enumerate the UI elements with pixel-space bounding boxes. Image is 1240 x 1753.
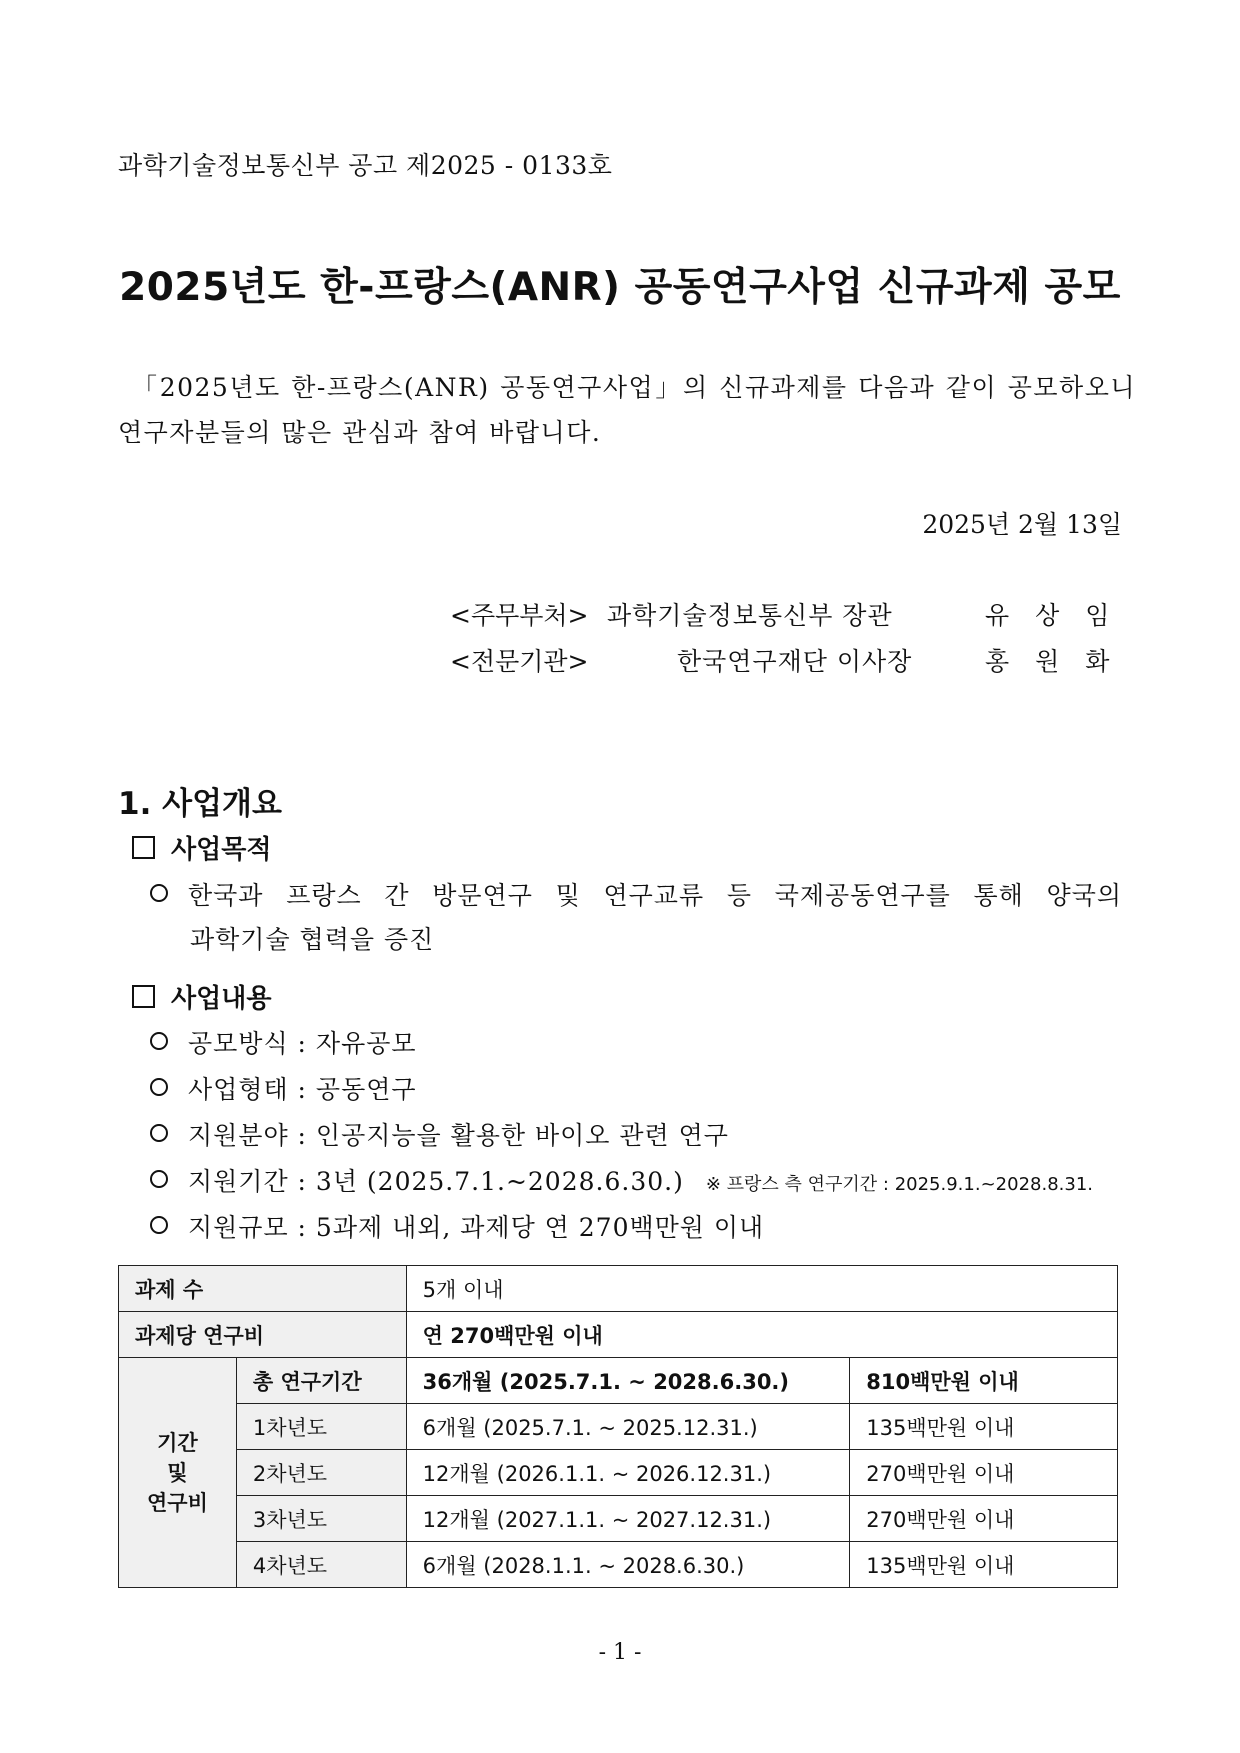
content-item — [150, 1116, 729, 1152]
checkbox-square-icon — [132, 836, 155, 859]
table-budget: 810백만원 이내 — [850, 1358, 1118, 1404]
circle-bullet-icon — [150, 1216, 168, 1234]
table-label: 1차년도 — [236, 1404, 406, 1450]
table-row — [119, 1312, 1118, 1358]
table-label: 총 연구기간 — [236, 1358, 406, 1404]
table-row — [119, 1496, 1118, 1542]
page-title: 2025년도 한-프랑스(ANR) 공동연구사업 신규과제 공모 — [119, 265, 1121, 310]
purpose-heading: 사업목적 — [171, 835, 272, 865]
table-row — [119, 1404, 1118, 1450]
table-row — [119, 1358, 1118, 1404]
content-item-text: 지원규모 : 5과제 내외, 과제당 연 270백만원 이내 — [188, 1213, 765, 1242]
signature-name-1: 유상임 — [985, 601, 1136, 630]
content-item — [150, 1162, 1093, 1198]
table-row — [119, 1266, 1118, 1312]
subsection-purpose — [132, 829, 271, 866]
content-item-text: 지원분야 : 인공지능을 활용한 바이오 관련 연구 — [188, 1121, 729, 1150]
table-period: 12개월 (2026.1.1. ~ 2026.12.31.) — [406, 1450, 850, 1496]
table-label: 4차년도 — [236, 1542, 406, 1588]
group-label-line: 기간 — [157, 1430, 198, 1455]
group-label-line: 및 — [167, 1460, 188, 1485]
content-item — [150, 1070, 417, 1106]
table-label: 과제당 연구비 — [119, 1312, 407, 1358]
content-item — [150, 1024, 417, 1060]
content-item-text: 공모방식 : 자유공모 — [188, 1029, 417, 1058]
content-item-text: 지원기간 : 3년 (2025.7.1.~2028.6.30.) — [188, 1167, 684, 1196]
purpose-text-line-1: 한국과 프랑스 간 방문연구 및 연구교류 등 국제공동연구를 통해 양국의 — [188, 881, 1122, 910]
circle-bullet-icon — [150, 884, 168, 902]
page-number: - 1 - — [598, 1640, 642, 1665]
table-label: 과제 수 — [119, 1266, 407, 1312]
table-period: 6개월 (2025.7.1. ~ 2025.12.31.) — [406, 1404, 850, 1450]
signature-org-1: 과학기술정보통신부 장관 — [607, 601, 893, 630]
budget-table — [118, 1265, 1118, 1588]
signature-org-label-2: <전문기관> — [450, 647, 589, 676]
signature-org-label-1: <주무부처> — [450, 601, 589, 630]
section-heading: 1. 사업개요 — [118, 786, 282, 822]
content-item — [150, 1208, 764, 1244]
content-item-note: ※ 프랑스 측 연구기간 : 2025.9.1.~2028.8.31. — [705, 1174, 1093, 1195]
group-label-line: 연구비 — [147, 1490, 208, 1515]
table-budget: 135백만원 이내 — [850, 1404, 1118, 1450]
circle-bullet-icon — [150, 1032, 168, 1050]
table-label: 3차년도 — [236, 1496, 406, 1542]
purpose-text-line-2: 과학기술 협력을 증진 — [190, 925, 435, 954]
content-heading: 사업내용 — [171, 984, 272, 1014]
circle-bullet-icon — [150, 1078, 168, 1096]
signature-org-2: 한국연구재단 이사장 — [677, 647, 913, 676]
purpose-bullet — [150, 876, 1122, 912]
table-value: 5개 이내 — [406, 1266, 1117, 1312]
intro-line-1: 「2025년도 한-프랑스(ANR) 공동연구사업」의 신규과제를 다음과 같이 공모하오니 — [132, 373, 1136, 402]
table-period: 6개월 (2028.1.1. ~ 2028.6.30.) — [406, 1542, 850, 1588]
table-row — [119, 1450, 1118, 1496]
subsection-content — [132, 978, 271, 1015]
table-period: 36개월 (2025.7.1. ~ 2028.6.30.) — [406, 1358, 850, 1404]
notice-number: 과학기술정보통신부 공고 제2025 - 0133호 — [118, 151, 613, 180]
table-value: 연 270백만원 이내 — [406, 1312, 1117, 1358]
table-group-label — [119, 1358, 237, 1588]
table-budget: 270백만원 이내 — [850, 1496, 1118, 1542]
announcement-date: 2025년 2월 13일 — [922, 510, 1122, 539]
table-budget: 270백만원 이내 — [850, 1450, 1118, 1496]
checkbox-square-icon — [132, 985, 155, 1008]
table-budget: 135백만원 이내 — [850, 1542, 1118, 1588]
circle-bullet-icon — [150, 1170, 168, 1188]
table-row — [119, 1542, 1118, 1588]
table-period: 12개월 (2027.1.1. ~ 2027.12.31.) — [406, 1496, 850, 1542]
signature-name-2: 홍원화 — [985, 647, 1136, 676]
content-item-text: 사업형태 : 공동연구 — [188, 1075, 417, 1104]
circle-bullet-icon — [150, 1124, 168, 1142]
table-label: 2차년도 — [236, 1450, 406, 1496]
intro-line-2: 연구자분들의 많은 관심과 참여 바랍니다. — [118, 418, 602, 447]
